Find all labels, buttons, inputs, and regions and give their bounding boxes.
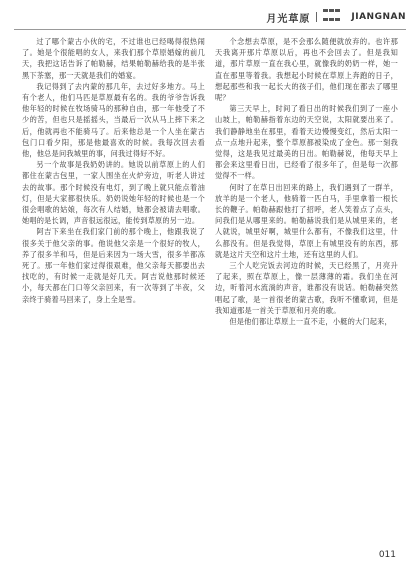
paragraph: 过了哪个蒙古小伙的宅，不过谁也已经喝得很热闹了。她是个很能唱的女人，来我们那个草原婚嫁的前几天，我把这话告诉了帕勒赫，结果帕勒赫给我的是半张黑下茶塞，那一天就是我们的婚宴。 — [22, 37, 205, 80]
article-body — [22, 36, 398, 538]
page-number: 011 — [378, 550, 396, 560]
paragraph: 第三天早上，时间了看日出的时候我们到了一座小山坡上，帕勒赫指着东边的天空说，太阳就要出来了。我们静静地坐在那里，看着天边慢慢变红，然后太阳一点一点地升起来，整个草原都被染成了金色。那一刻我觉得，这是我见过最美的日出。帕勒赫说，他每天早上都会来这里看日出，已经看了很多年了，但是每一次都觉得不一样。 — [215, 104, 398, 181]
right-column — [215, 36, 398, 538]
header-rule — [14, 29, 406, 30]
paragraph: 阿吉下来坐在我们家门前的那个晚上，他跟我说了很多关于他父亲的事。他说他父亲是一个很好的牧人，养了很多羊和马，但是后来因为一场大雪，很多羊都冻死了。那一年他们家过得很艰难，他父亲每天都要出去找吃的，有时候一走就是好几天。阿吉说他那时候还小，每天都在门口等父亲回来，有一次等到了半夜，父亲终于骑着马回来了，身上全是雪。 — [22, 227, 205, 304]
magazine-logo-icon — [323, 9, 345, 25]
paragraph: 另一个故事是我奶奶讲的。她说以前草原上的人们都住在蒙古包里，一家人围坐在火炉旁边，听老人讲过去的故事。那个时候没有电灯，到了晚上就只能点着油灯，但是大家都很快乐。奶奶说她年轻的时候也是一个很会唱歌的姑娘，每次有人结婚，她都会被请去唱歌。她唱的是长调，声音很远很远，能传到草原的另一边。 — [22, 160, 205, 226]
magazine-section-title: 月光草原 — [266, 13, 311, 25]
page-header — [14, 8, 406, 26]
paragraph: 何时了在草日出回来的路上，我们遇到了一群羊，放羊的是一个老人，他骑着一匹白马，手里拿着一根长长的鞭子。帕勒赫跟他打了招呼，老人笑着点了点头，问我们是从哪里来的。帕勒赫说我们是从城里来的，老人就说，城里好啊，城里什么都有，不像我们这里，什么都没有。但是我觉得，草原上有城里没有的东西，那就是这片天空和这片土地，还有这里的人们。 — [215, 182, 398, 259]
paragraph: 我记得到了去内蒙的那几年，去过好多地方。马上有个老人，他们马匹是草原最有名的。我的爷爷告诉我他年轻的时候在牧场骑马的那种自由，那一年他受了不少的苦，但也只是摇摇头，当最后一次从马上摔下来之后，他就再也不能骑马了。后来他总是一个人坐在蒙古包门口看夕阳，那是他最喜欢的时候。我每次回去看他，他总是问我城里的事，问我过得好不好。 — [22, 81, 205, 159]
paragraph: 三个人吃完饭去河边的时候，天已经黑了，月亮升了起来，照在草原上，像一层薄薄的霜。我们坐在河边，听着河水流淌的声音，谁都没有说话。帕勒赫突然唱起了歌，是一首很老的蒙古歌，我听不懂歌词，但是我知道那是一首关于草原和月亮的歌。 — [215, 261, 398, 315]
left-column — [22, 36, 205, 538]
header-divider — [316, 12, 317, 22]
paragraph: 但是他们都让草原上一直不走，小艇的大门起来， — [229, 317, 392, 327]
magazine-name: JIANGNAN — [351, 12, 406, 22]
paragraph: 个念想去草原，是不会那么随便就放弃的。也许那天我离开那片草原以后，再也不会回去了。但是我知道，那片草原一直在我心里，就像我的奶奶一样，她一直在那里等着我。我想起小时候在草原上奔跑的日子，想起那些和我一起长大的孩子们，他们现在都去了哪里呢？ — [215, 37, 398, 103]
